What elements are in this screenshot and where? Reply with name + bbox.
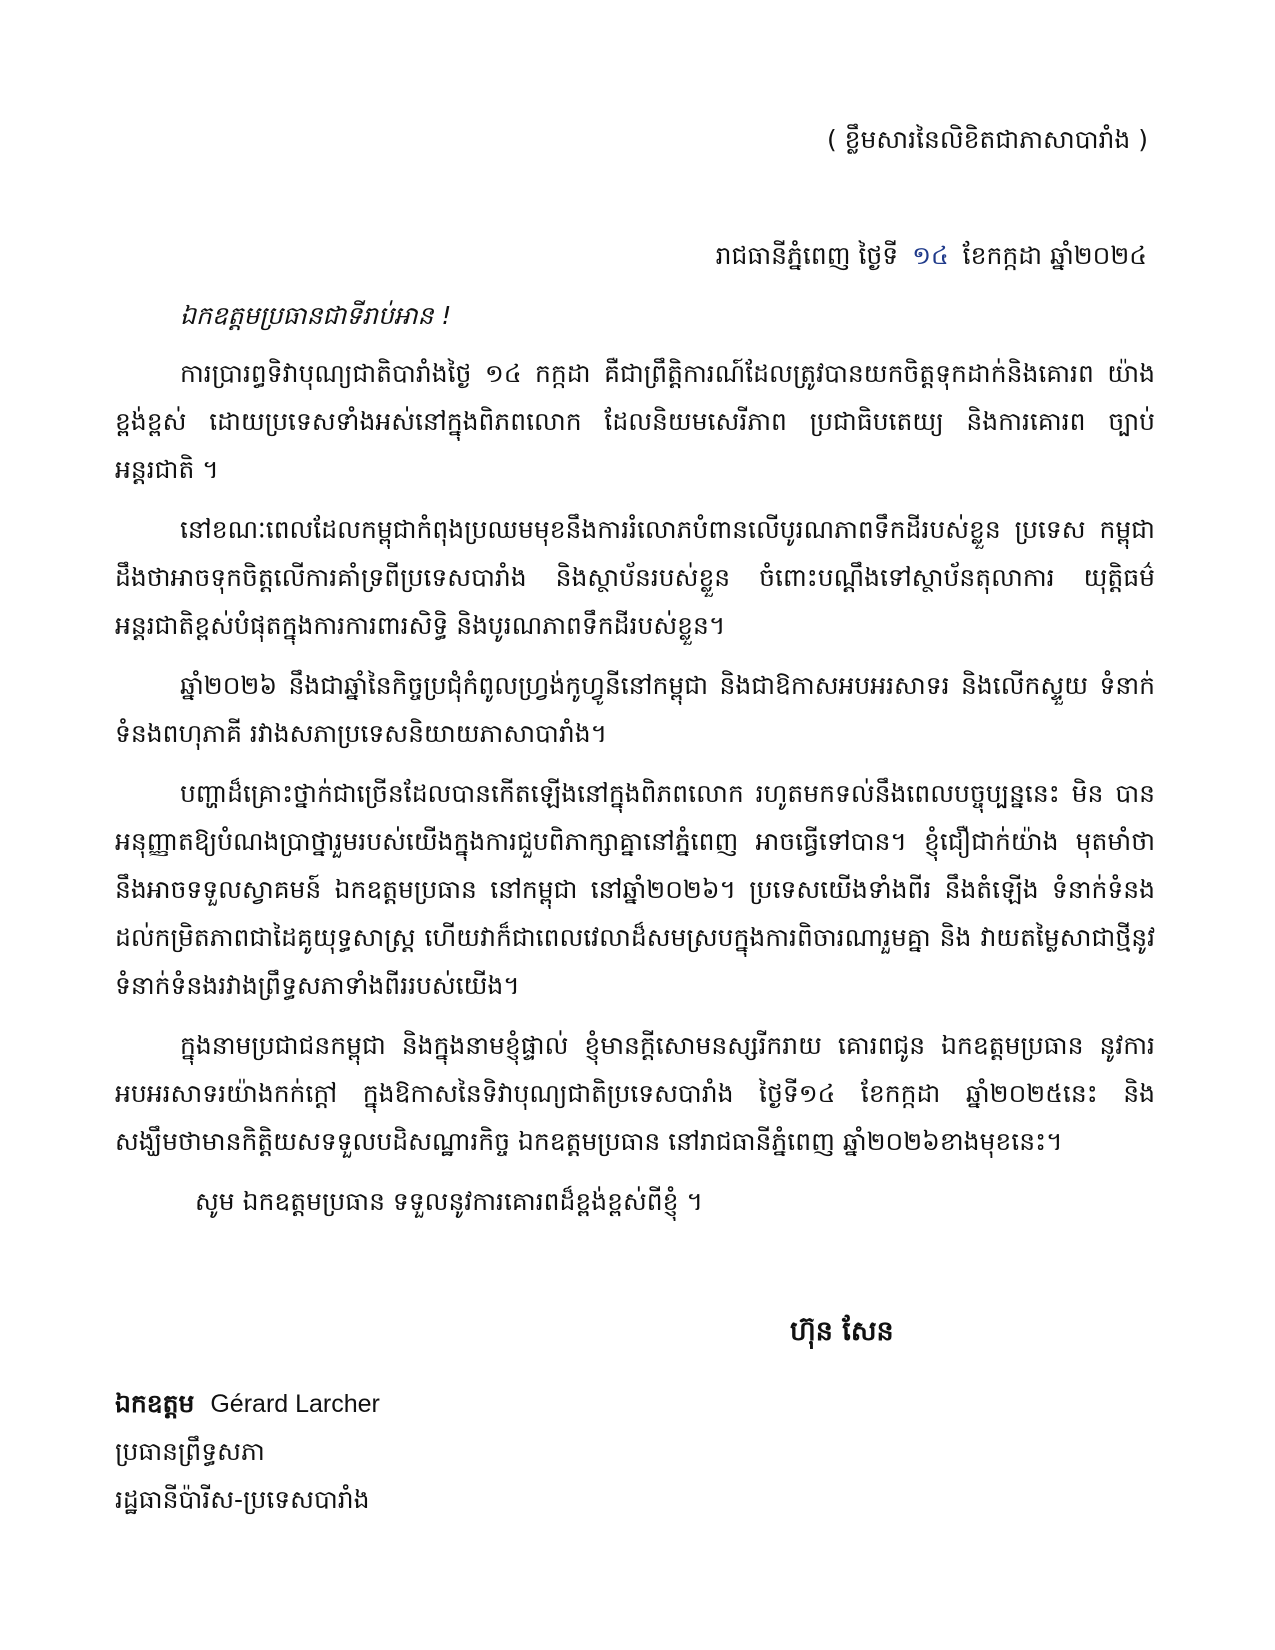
paragraph-1: ការប្រារព្ធទិវាបុណ្យជាតិបារាំងថ្ងៃ ១៤ កក្កដា គឺជាព្រឹត្តិការណ៍ដែលត្រូវបានយកចិត្តទុកដាក់និងគោរព យ៉ាងខ្ពង់ខ្ពស់ ដោយប្រទេសទាំងអស់នៅក្នុងពិភពលោក ដែលនិយមសេរីភាព ប្រជាធិបតេយ្យ និងការគោរព ច្បាប់អន្តរជាតិ ។: [115, 359, 1155, 484]
letter-body: [115, 350, 1155, 1226]
recipient-name: Gérard Larcher: [210, 1390, 380, 1418]
closing-line: សូម ឯកឧត្តមប្រធាន ទទួលនូវការគោរពដ៏ខ្ពង់ខ្ពស់ពីខ្ញុំ ។: [195, 1187, 703, 1216]
header-note: ( ខ្លឹមសារនៃលិខិតជាភាសាបារាំង ): [826, 125, 1148, 154]
paragraph-4: បញ្ហាដ៏គ្រោះថ្នាក់ជាច្រើនដែលបានកើតឡើងនៅក្នុងពិភពលោក រហូតមកទល់នឹងពេលបច្ចុប្បន្ននេះ មិន បានអនុញ្ញាតឱ្យបំណងប្រាថ្នារួមរបស់យើងក្នុងការជួបពិភាក្សាគ្នានៅភ្នំពេញ អាចធ្វើទៅបាន។ ខ្ញុំជឿជាក់យ៉ាង មុតមាំថានឹងអាចទទួលស្វាគមន៍ ឯកឧត្តមប្រធាន នៅកម្ពុជា នៅឆ្នាំ២០២៦។ ប្រទេសយើងទាំងពីរ នឹងតំឡើង ទំនាក់ទំនងដល់កម្រិតភាពជាដៃគូយុទ្ធសាស្ត្រ ហើយវាក៏ជាពេលវេលាដ៏សមស្របក្នុងការពិចារណារួមគ្នា និង វាយតម្លៃសាជាថ្មីនូវទំនាក់ទំនងរវាងព្រឹទ្ធសភាទាំងពីររបស់យើង។: [115, 779, 1155, 1000]
recipient-title: ឯកឧត្តម: [115, 1389, 195, 1418]
recipient-block: [115, 1380, 380, 1524]
salutation: ឯកឧត្តមប្រធានជាទីរាប់អាន !: [180, 301, 452, 330]
recipient-location: រដ្ឋធានីប៉ារីស-ប្រទេសបារាំង: [115, 1485, 370, 1514]
recipient-position: ប្រធានព្រឹទ្ធសភា: [115, 1437, 265, 1466]
paragraph-2: នៅខណៈពេលដែលកម្ពុជាកំពុងប្រឈមមុខនឹងការរំលោភបំពានលើបូរណភាពទឹកដីរបស់ខ្លួន ប្រទេស កម្ពុជាដឹងថាអាចទុកចិត្តលើការគាំទ្រពីប្រទេសបារាំង និងស្ថាប័នរបស់ខ្លួន ចំពោះបណ្តឹងទៅស្ថាប័នតុលាការ យុត្តិធម៌អន្តរជាតិខ្ពស់បំផុតក្នុងការការពារសិទ្ធិ និងបូរណភាពទឹកដីរបស់ខ្លួន។: [115, 515, 1155, 640]
paragraph-5: ក្នុងនាមប្រជាជនកម្ពុជា និងក្នុងនាមខ្ញុំផ្ទាល់ ខ្ញុំមានក្តីសោមនស្សរីករាយ គោរពជូន ឯកឧត្តមប្រធាន នូវការ អបអរសាទរយ៉ាងកក់ក្តៅ ក្នុងឱកាសនៃទិវាបុណ្យជាតិប្រទេសបារាំង ថ្ងៃទី១៤ ខែកក្កដា ឆ្នាំ២០២៥នេះ និង សង្ឃឹមថាមានកិត្តិយសទទួលបដិសណ្ឋារកិច្ច ឯកឧត្តមប្រធាន នៅរាជធានីភ្នំពេញ ឆ្នាំ២០២៦ខាងមុខនេះ។: [115, 1031, 1155, 1156]
paragraph-3: ឆ្នាំ២០២៦ នឹងជាឆ្នាំនៃកិច្ចប្រជុំកំពូលហ្វ្រង់កូហ្វូនីនៅកម្ពុជា និងជាឱកាសអបអរសាទរ និងលើកស្ទួយ ទំនាក់ទំនងពហុភាគី រវាងសភាប្រទេសនិយាយភាសាបារាំង។: [115, 671, 1155, 748]
dateline: [716, 236, 1147, 276]
signature-name: ហ៊ុន សែន: [790, 1316, 894, 1347]
recipient-name-line: [115, 1380, 380, 1428]
dateline-suffix: ខែកក្កដា ឆ្នាំ២០២៤: [962, 241, 1147, 270]
dateline-prefix: រាជធានីភ្នំពេញ ថ្ងៃទី: [715, 241, 899, 270]
dateline-day: ១៤: [912, 241, 949, 270]
